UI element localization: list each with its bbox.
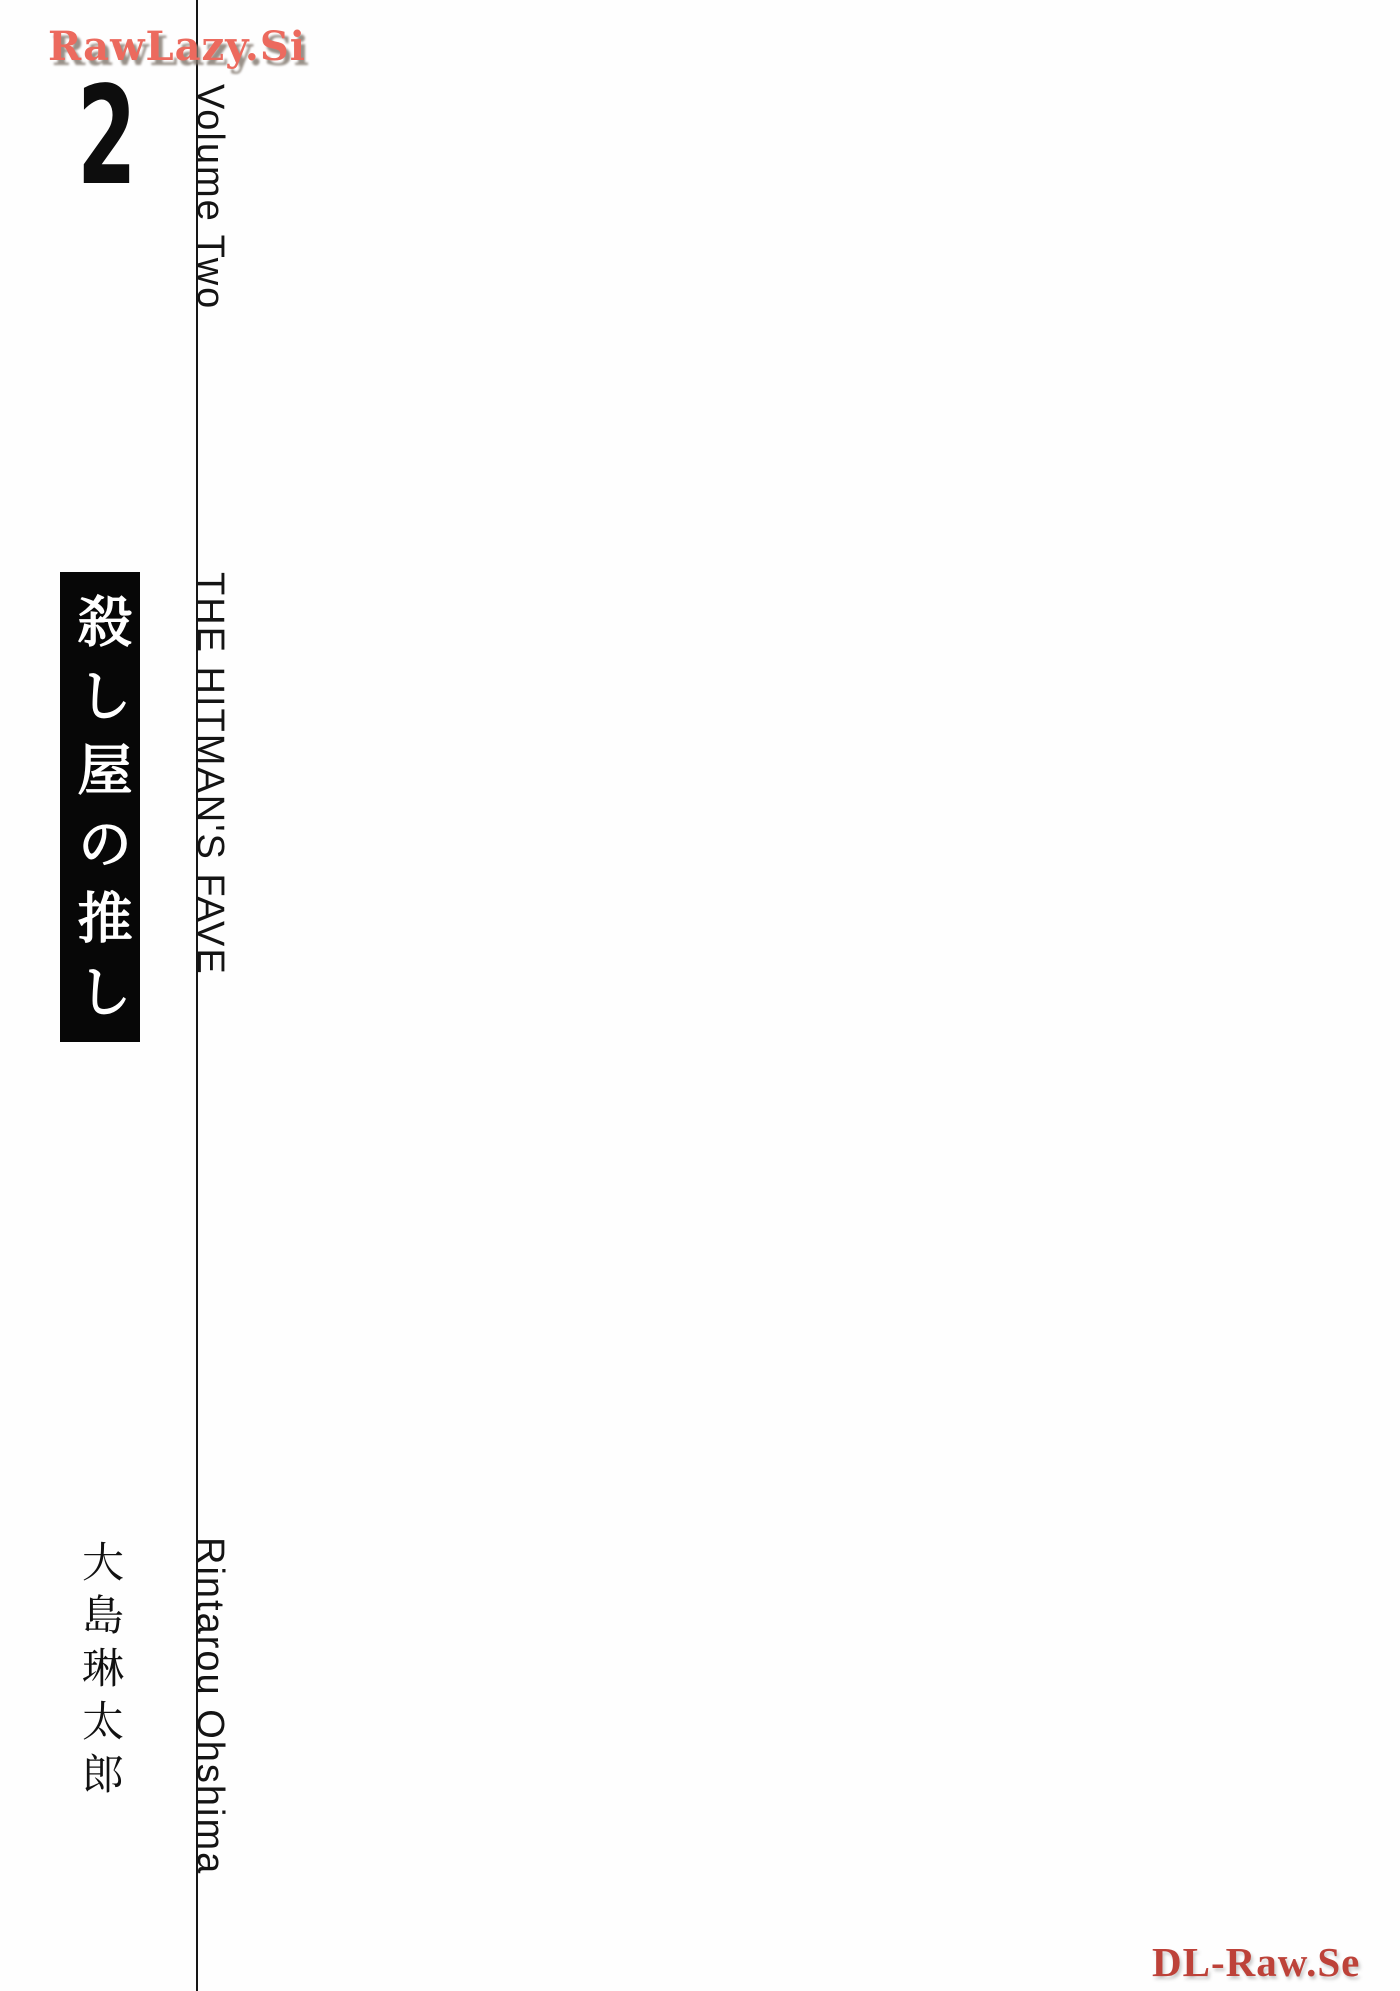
- author-name-japanese: 大島琳太郎: [77, 1540, 124, 1805]
- dlraw-watermark: DL-Raw.Se: [1152, 1939, 1361, 1985]
- title-japanese: 殺し屋の推し: [69, 593, 132, 1037]
- volume-number: 2: [77, 58, 137, 216]
- author-name-english: Rintarou Ohshima: [189, 1537, 231, 1876]
- title-english: THE HITMAN'S FAVE: [189, 572, 231, 976]
- rawlazy-watermark: RawLazy.Si: [48, 23, 306, 70]
- title-box: [60, 572, 140, 1042]
- volume-label-english: Volume Two: [189, 84, 231, 311]
